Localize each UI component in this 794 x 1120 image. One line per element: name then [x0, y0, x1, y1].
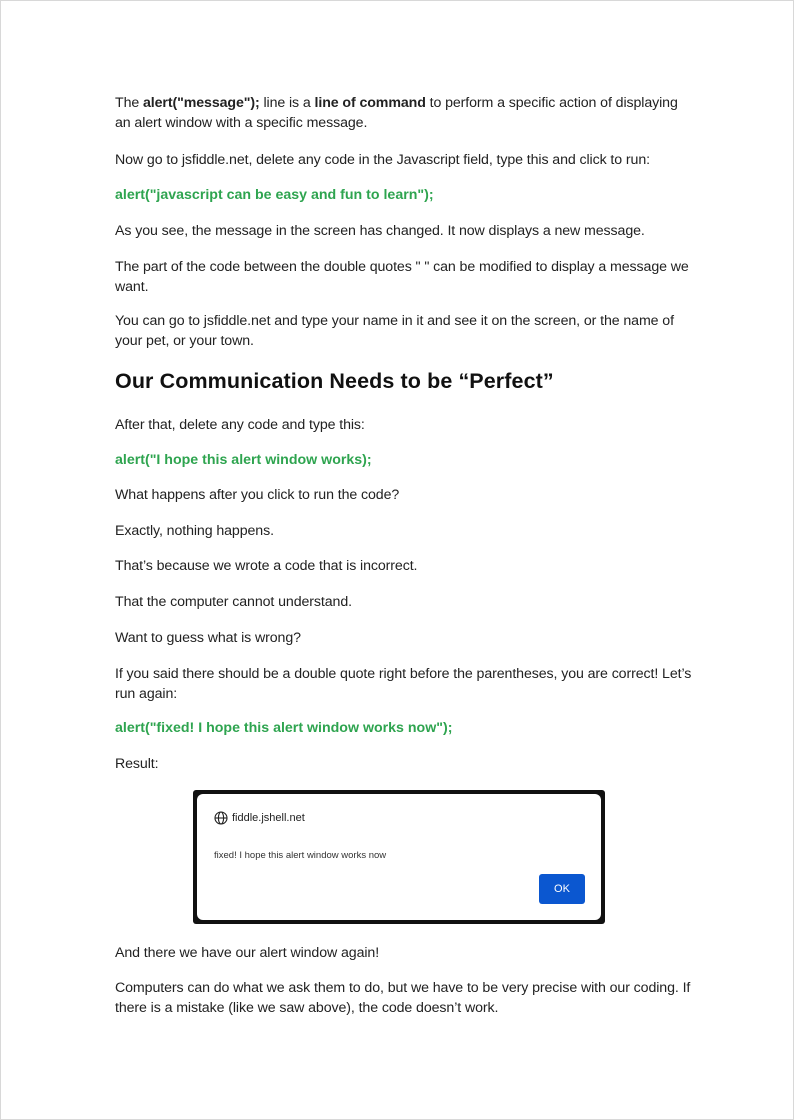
- section-heading: Our Communication Needs to be “Perfect”: [115, 369, 554, 393]
- paragraph-guess: Want to guess what is wrong?: [115, 630, 301, 646]
- dialog-origin: [214, 811, 305, 825]
- inline-code: alert("message");: [143, 95, 260, 111]
- code-line-1: alert("javascript can be easy and fun to learn");: [115, 187, 434, 203]
- paragraph-nothing-happens: Exactly, nothing happens.: [115, 523, 274, 539]
- paragraph-cannot-understand: That the computer cannot understand.: [115, 594, 352, 610]
- alert-dialog: [197, 794, 601, 920]
- paragraph-alert-again: And there we have our alert window again!: [115, 945, 380, 961]
- code-line-3: alert("fixed! I hope this alert window works now");: [115, 720, 453, 736]
- paragraph-alert-intro: [115, 93, 695, 133]
- paragraph-computers-precise: Computers can do what we ask them to do, but we have to be very precise with our coding. If there is a mistake (like we saw above), the code doesn’t work.: [115, 980, 691, 1016]
- text: to perform a specific action of displaying an alert window with a specific message.: [115, 95, 678, 131]
- paragraph-what-happens: What happens after you click to run the code?: [115, 487, 400, 503]
- paragraph-incorrect: That’s because we wrote a code that is incorrect.: [115, 558, 418, 574]
- paragraph-after-that: After that, delete any code and type this:: [115, 417, 365, 433]
- alert-screenshot: [193, 790, 605, 924]
- paragraph-result: Result:: [115, 756, 159, 772]
- paragraph-type-name: You can go to jsfiddle.net and type your name in it and see it on the screen, or the name of your pet, or your town.: [115, 313, 674, 349]
- paragraph-double-quote-fix: If you said there should be a double quote right before the parentheses, you are correct! Let’s run again:: [115, 666, 692, 702]
- dialog-origin-text: fiddle.jshell.net: [232, 812, 305, 824]
- ok-button[interactable]: OK: [539, 874, 585, 904]
- code-line-2: alert("I hope this alert window works);: [115, 452, 372, 468]
- globe-icon: [214, 811, 228, 825]
- dialog-message: fixed! I hope this alert window works now: [214, 850, 387, 861]
- bold-term: line of command: [314, 95, 426, 111]
- paragraph-go-to-jsfiddle: Now go to jsfiddle.net, delete any code in the Javascript field, type this and click to run:: [115, 152, 650, 168]
- paragraph-message-changed: As you see, the message in the screen has changed. It now displays a new message.: [115, 223, 645, 239]
- text: The: [115, 95, 143, 111]
- text: line is a: [259, 95, 315, 111]
- paragraph-double-quotes: The part of the code between the double quotes " " can be modified to display a message we want.: [115, 259, 689, 295]
